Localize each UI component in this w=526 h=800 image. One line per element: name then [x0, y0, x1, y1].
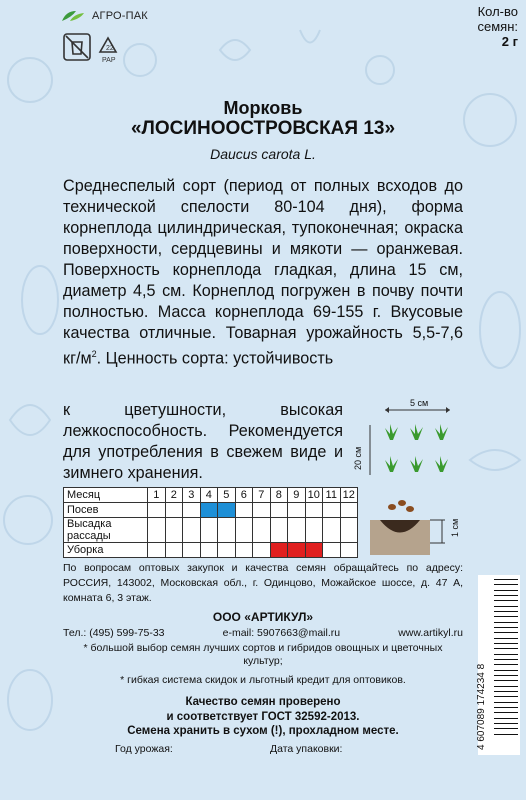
spacing-h-label: 5 см [410, 398, 429, 408]
quality-statement [63, 695, 463, 739]
quantity-value: 2 г [501, 34, 518, 49]
quantity-label-1: Кол-во [477, 4, 518, 19]
month-1: 1 [148, 488, 166, 503]
month-3: 3 [183, 488, 201, 503]
sowing-depth-figure [370, 495, 465, 565]
month-2: 2 [165, 488, 183, 503]
month-7: 7 [253, 488, 271, 503]
benefits-list [63, 642, 463, 687]
company-name: ООО «АРТИКУЛ» [212, 610, 314, 624]
calendar-row-label: Посев [64, 503, 148, 518]
recycle-number: 22 [106, 45, 114, 52]
seed-quantity [478, 4, 519, 49]
quality-line-1: Качество семян проверено [185, 696, 341, 708]
month-6: 6 [235, 488, 253, 503]
calendar-row-label: Уборка [64, 543, 148, 558]
month-11: 11 [323, 488, 341, 503]
brand-logo [60, 8, 148, 24]
recycle-code: PAP [102, 57, 116, 64]
benefit-item: * большой выбор семян лучших сортов и гибридов овощных и цветочных культур; [83, 642, 443, 667]
planting-scheme-figure [355, 400, 465, 480]
no-trash-icon [64, 34, 90, 60]
contacts-line [63, 627, 463, 639]
brand-name: АГРО-ПАК [92, 10, 148, 22]
month-12: 12 [340, 488, 358, 503]
spacing-v-label: 20 см [353, 446, 363, 470]
calendar-row-sowing [64, 503, 358, 518]
quality-line-2: и соответствует ГОСТ 32592-2013. [166, 710, 360, 723]
variety-description-continued: к цветушности, высокая лежкоспособность. Рекомендуется для употребления в свежем виде и зимнего хранения. [63, 401, 343, 482]
barcode [478, 575, 520, 755]
email-link[interactable]: e-mail: 5907663@mail.ru [222, 627, 341, 639]
seedling-icons [385, 424, 448, 472]
calendar-header-row [64, 488, 358, 503]
month-4: 4 [200, 488, 218, 503]
calendar-row-harvest [64, 543, 358, 558]
variety-description [63, 176, 463, 369]
sowing-calendar [63, 487, 358, 558]
calendar-row-transplant [64, 518, 358, 543]
month-10: 10 [305, 488, 323, 503]
storage-note: Семена хранить в сухом (!), прохладном месте. [127, 725, 399, 737]
month-9: 9 [288, 488, 306, 503]
pack-date-label: Дата упаковки: [270, 743, 343, 755]
website-link[interactable]: www.artikyl.ru [398, 627, 463, 639]
description-tail: . Ценность сорта: устойчивость [96, 349, 334, 368]
harvest-year-label: Год урожая: [115, 743, 173, 755]
seed-icons [388, 500, 414, 512]
wholesale-address: По вопросам оптовых закупок и качества семян обращайтесь по адресу: РОССИЯ, 143002, Московская обл., г. Одинцово, Можайское шоссе, д. 47 А, комната 6, 3 этаж. [63, 562, 463, 604]
calendar-header-label: Месяц [64, 488, 148, 503]
product-name: Морковь [223, 98, 303, 118]
quantity-label-2: семян: [477, 19, 518, 34]
phone: Тел.: (495) 599-75-33 [63, 627, 165, 639]
month-5: 5 [218, 488, 236, 503]
month-8: 8 [270, 488, 288, 503]
latin-name: Daucus carota L. [210, 146, 316, 162]
description-main: Среднеспелый сорт (период от полных всходов до технической спелости 80-104 дня), форма корнеплода цилиндрическая, тупоконечная; окраска поверхности, сердцевины и мякоти — оранжевая. Поверхность корнеплода гладкая, длина 15 см, диаметр 4,5 см. Корнеплод погружен в почву почти полностью. Масса корнеплода 69-155 г. Вкусовые качества отличные. Товарная урожайность 5,5-7,6 кг/м [63, 177, 463, 368]
benefit-item: * гибкая система скидок и льготный кредит для оптовиков. [120, 674, 406, 686]
unit-superscript: 2 [91, 349, 97, 359]
depth-label: 1 см [450, 518, 460, 537]
calendar-row-label: Высадка рассады [64, 518, 148, 543]
eco-marks [60, 30, 130, 64]
leaf-logo-icon [60, 9, 86, 23]
barcode-number: 4 607089 174234 8 [476, 663, 487, 750]
variety-name: «ЛОСИНООСТРОВСКАЯ 13» [130, 118, 396, 139]
